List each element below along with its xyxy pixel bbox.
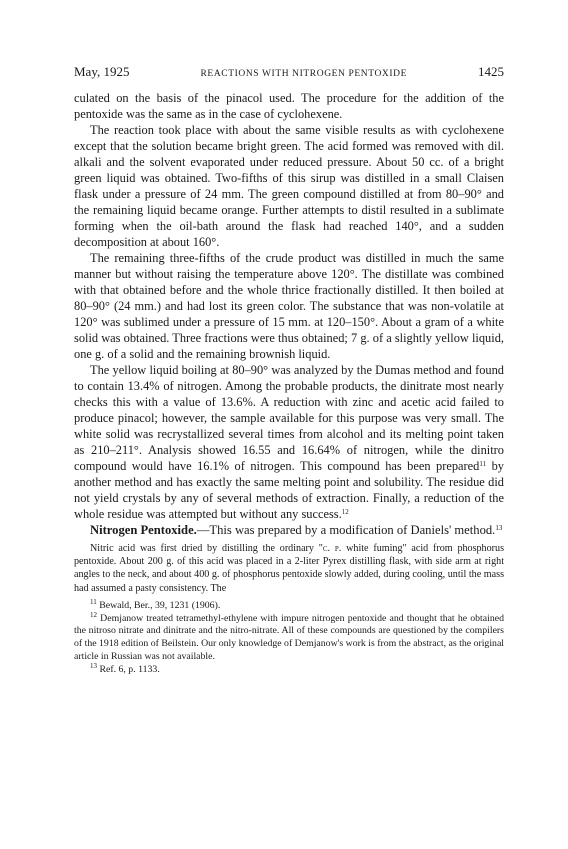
footnote-11-number: 11 — [90, 597, 97, 606]
footnote-13-text: Ref. 6, p. 1133. — [97, 663, 160, 675]
paragraph-2: The reaction took place with about the same visible results as with cyclohexene except that the solution became bright green. The acid formed was removed with dil. alkali and the solvent evaporated under reduced pressure. About 50 cc. of a bright green liquid was obtained. Two-fifths of this sirup was distilled in a small Claisen flask under a pressure of 24 mm. The green compound distilled at from 80–90° and the remaining liquid became orange. Further attempts to distil resulted in a sublimate forming when the oil-bath around the flask had reached 140°, and a sudden decomposition at about 160°. — [74, 123, 504, 249]
section-heading-text: —This was prepared by a modification of Daniels' method. — [196, 523, 496, 537]
procedure-text-b: white fuming" acid from phosphorus pentoxide. About 200 g. of this acid was placed in a 2-liter Pyrex distilling flask, with side arm at right angles to the neck, and about 400 g. of phosphorus pentoxide slowly added, during cooling, until the mass had assumed a pasty consistency. The — [74, 543, 504, 594]
footnote-12-number: 12 — [90, 610, 97, 619]
footnote-11 — [74, 597, 504, 613]
paragraph-1: culated on the basis of the pinacol used. The procedure for the addition of the pentoxide was the same as in the case of cyclohexene. — [74, 91, 504, 121]
procedure-text-a: Nitric acid was first dried by distilling the ordinary " — [90, 543, 323, 554]
paragraph-4 — [74, 362, 504, 522]
footnote-11-text: Bewald, Ber., 39, 1231 (1906). — [96, 599, 221, 611]
paragraph-3: The remaining three-fifths of the crude product was distilled in much the same manner but without raising the temperature above 120°. The distillate was combined with that obtained before and the whole thrice fractionally distilled. It then boiled at 80–90° (24 mm.) and had lost its green color. The substance that was non-volatile at 120° was sublimed under a pressure of 15 mm. at 120–150°. About a gram of a white solid was obtained. Three fractions were thus obtained; 7 g. of a slightly yellow liquid, one g. of a solid and the remaining brownish liquid. — [74, 251, 504, 361]
procedure-text-smallcaps: c. p. — [322, 543, 342, 554]
paragraph-4-text-a: The yellow liquid boiling at 80–90° was analyzed by the Dumas method and found to contain 13.4% of nitrogen. Among the probable products, the dinitrate most nearly checks this with a value of 13.6%. A reduction with zinc and acetic acid failed to produce pinacol; however, the sample available for this purpose was very small. The white solid was recrystallized several times from alcohol and its melting point taken as 210–211°. Analysis showed 16.55 and 16.64% of nitrogen, while the dinitro compound would have 16.1% of nitrogen. This compound has been prepared — [74, 363, 504, 473]
footnote-13-number: 13 — [90, 661, 97, 670]
footnote-ref-12: 12 — [341, 508, 349, 516]
procedure-paragraph — [74, 542, 504, 595]
header-date: May, 1925 — [74, 64, 130, 79]
procedure-text — [74, 542, 504, 595]
body-text — [74, 90, 504, 677]
footnote-13 — [74, 661, 504, 677]
footnote-12-text: Demjanow treated tetramethyl-ethylene with impure nitrogen pentoxide and thought that he obtained the nitroso nitrate and dinitrate and the nitro-nitrate. All of these compounds are questioned by the compilers of the 1918 edition of Beilstein. Our only knowledge of Demjanow's work is from the abstract, as the original article in Russian was not available. — [74, 612, 505, 662]
footnote-ref-13: 13 — [495, 524, 503, 532]
footnotes — [74, 597, 505, 677]
footnote-ref-11: 11 — [479, 460, 487, 468]
page-header — [74, 64, 504, 80]
section-heading-paragraph — [74, 522, 504, 538]
footnote-12 — [74, 610, 505, 664]
paragraph-4-text-b: by another method and has exactly the same melting point and solubility. The residue did not yield crystals by any of several methods of extraction. Finally, a reduction of the whole residue was attempted but without any success. — [74, 459, 504, 521]
section-heading: Nitrogen Pentoxide. — [90, 523, 197, 537]
page-number: 1425 — [478, 64, 504, 79]
running-title: REACTIONS WITH NITROGEN PENTOXIDE — [200, 69, 408, 79]
